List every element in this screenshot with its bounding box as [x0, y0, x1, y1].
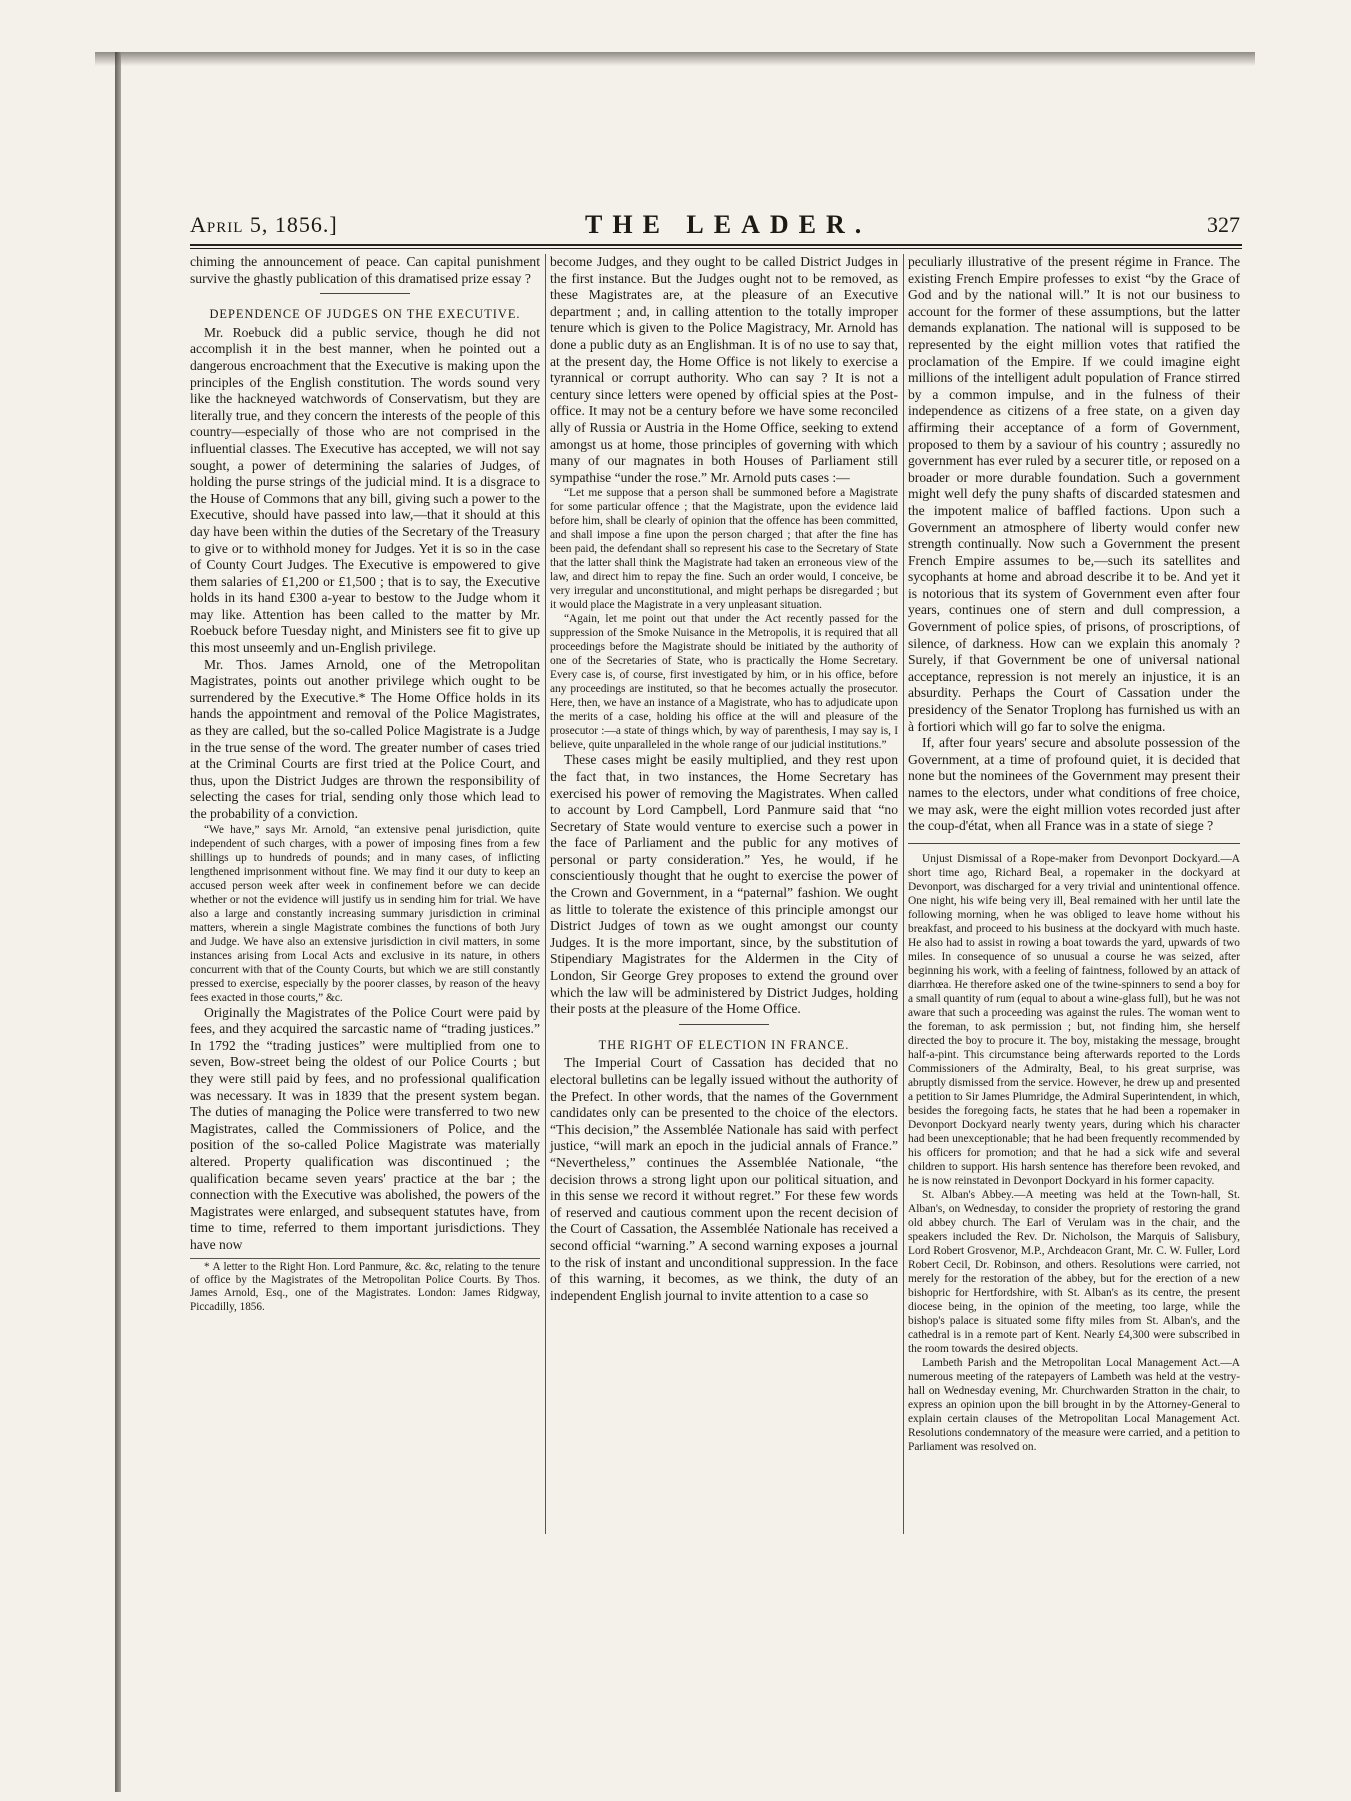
paragraph: become Judges, and they ought to be called District Judges in the first instance. But the Judges ought not to be removed, as these Magistrates are, at the pleasure of an Executive department ; and, in calling attention to the totally improper tenure which is given to the Police Magistracy, Mr. Arnold has done a public duty as an Englishman. It is of no use to say that, at the present day, the Home Office is not likely to exercise a tyrannical or corrupt authority. Who can say ? It is not a century since letters were opened by official spies at the Post-office. It may not be a century before we have some reconciled ally of Russia or Austria in the Home Office, seeking to extend amongst us at home, those principles of governing with which many of our magnates in both Houses of Parliament still sympathise “under the rose.” Mr. Arnold puts cases :— [550, 254, 898, 485]
intro-paragraph: chiming the announcement of peace. Can capital punishment survive the ghastly publication of this dramatised prize essay ? [190, 254, 540, 286]
article-heading: THE RIGHT OF ELECTION IN FRANCE. [598, 1037, 850, 1052]
column-divider [545, 254, 546, 1534]
block-quote: “Let me suppose that a person shall be summoned before a Magistrate for some particular offence ; that the Magistrate, upon the evidence laid before him, shall be clearly of opinion that the offence has been committed, and shall impose a fine upon the person charged ; that after the fine has been paid, the defendant shall so represent his case to the Secretary of State that the latter shall think the Magistrate had taken an erroneous view of the law, and direct him to repay the fine. Such an order would, I conceive, be very irregular and unconstitutional, and might perhaps be disregarded ; but it would place the Magistrate in a very unpleasant situation. [550, 487, 898, 612]
section-separator [679, 1024, 769, 1025]
paragraph: Originally the Magistrates of the Police Court were paid by fees, and they acquired the sarcastic name of “trading justices.” In 1792 the “trading justices” were multiplied from one to seven, Bow-street being the oldest of our Police Courts ; but they were still paid by fees, and no professional qualification was necessary. It was in 1839 that the present system began. The duties of managing the Police were transferred to two new Magistrates, called the Commissioners of Police, and the position of the so-called Police Magistrate was materially altered. Property qualification was discontinued ; the qualification became seven years' practice at the bar ; the connection with the Executive was abolished, the powers of the Magistrates were enlarged, and subsequent statutes have, from time to time, referred to them important jurisdictions. They have now [190, 1004, 540, 1252]
column-1 [190, 254, 540, 1314]
paragraph: Mr. Roebuck did a public service, though he did not accomplish it in the best manner, when he pointed out a dangerous encroachment that the Executive is making upon the principles of the English constitution. The words sound very like the hackneyed watchwords of Conservatism, but they are literally true, and they concern the interests of the people of this country—especially of those who are not comprised in the influential classes. The Executive has accepted, we will not say sought, a power of determining the salaries of Judges, of holding the purse strings of the judicial mind. It is a disgrace to the House of Commons that any bill, giving such a power to the Executive, should have passed into law,—that it should at this day have been within the duties of the Secretary of the Treasury to give or to withhold money for Judges. Yet it is so in the case of County Court Judges. The Executive is empowered to give them salaries of £1,200 or £1,500 ; that is to say, the Executive holds in its hand £300 a-year to bestow to the Judge whom it may like. Attention has been called to the matter by Mr. Roebuck before Tuesday night, and Ministers see fit to give up this most unseemly and un-English privilege. [190, 324, 540, 656]
column-3 [908, 254, 1240, 1454]
header-rule [190, 244, 1242, 249]
page-header [190, 212, 1240, 240]
section-separator [908, 843, 1240, 844]
paragraph: The Imperial Court of Cassation has decided that no electoral bulletins can be legally issued without the authority of the Prefect. In other words, that the names of the Government candidates only can be presented to the choice of the electors. “This decision,” the Assemblée Nationale has said with perfect justice, “will mark an epoch in the judicial annals of France.” “Nevertheless,” continues the Assemblée Nationale, “the decision throws a strong light upon our political situation, and in this sense we record it without regret.” For these few words of reserved and cautious comment upon the recent decision of the Court of Cassation, the Assemblée Nationale has received a second official “warning.” A second warning exposes a journal to the risk of instant and unconditional suppression. In the face of this warning, it becomes, as we think, the duty of an independent English journal to invite attention to a case so [550, 1055, 898, 1303]
issue-date: April 5, 1856.] [190, 212, 338, 237]
scan-edge-left [115, 52, 121, 1792]
footnote: * A letter to the Right Hon. Lord Panmure, &c. &c, relating to the tenure of office by the Magistrates of the Metropolitan Police Courts. By Thos. James Arnold, Esq., one of the Magistrates. London: James Ridgway, Piccadilly, 1856. [190, 1258, 540, 1315]
column-divider [903, 254, 904, 1534]
section-separator [320, 293, 410, 294]
paragraph: Mr. Thos. James Arnold, one of the Metropolitan Magistrates, points out another privilege which ought to be surrendered by the Executive.* The Home Office holds in its hands the appointment and removal of the Police Magistrates, as they are called, but the so-called Police Magistrate is a Judge in the true sense of the word. The greater number of cases tried at the Criminal Courts are first tried at the Police Court, and thus, upon the District Judges are thrown the responsibility of selecting the cases for trial, sending only those which lead to the probability of a conviction. [190, 656, 540, 821]
paragraph: If, after four years' secure and absolute possession of the Government, at a time of profound quiet, it is decided that none but the nominees of the Government may present their names to the electors, under what conditions of free choice, we may ask, were the eight million votes recorded just after the coup-d'état, when all France was in a state of siege ? [908, 735, 1240, 834]
news-item: Lambeth Parish and the Metropolitan Local Management Act.—A numerous meeting of the ratepayers of Lambeth was held at the vestry-hall on Wednesday evening, Mr. Churchwarden Stratton in the chair, to express an opinion upon the bill brought in by the Attorney-General to explain certain clauses of the Metropolitan Local Management Act. Resolutions condemnatory of the measure were carried, and a petition to Parliament was resolved on. [908, 1356, 1240, 1453]
news-item: Unjust Dismissal of a Rope-maker from Devonport Dockyard.—A short time ago, Richard Beal, a ropemaker in the dockyard at Devonport, was discharged for a very trivial and unintentional offence. One night, his wife being very ill, Beal remained with her until late the following morning, when he was obliged to leave home without his breakfast, and proceed to his business at the dockyard with much haste. He also had to assist in rowing a boat towards the yard, upwards of two miles. In consequence of so unusual a course he was seized, after beginning his work, with a feeling of faintness, followed by an attack of diarrhœa. He therefore asked one of the twine-spinners to send a boy for a small quantity of rum (equal to about a wine-glass full), but he was not aware that such a proceeding was against the rules. The woman went to the foreman, to ask permission ; but, not finding him, she herself directed the boy to procure it. The boy, mistaking the message, brought half-a-pint. This circumstance being afterwards reported to the Lords Commissioners of the Admiralty, Beal, to his great surprise, was abruptly dismissed from the service. However, he drew up and presented a petition to Sir James Plumridge, the Admiral Superintendent, in which, besides the foregoing facts, he states that he had been a ropemaker in Devonport Dockyard nearly twenty years, during which his character had been unexceptionable; that he had been frequently recommended by his officers for promotion; and that he had a sick wife and several children to support. His harsh sentence has therefore been revoked, and he is now reinstated in Devonport Dockyard in his former capacity. [908, 852, 1240, 1187]
paragraph: These cases might be easily multiplied, and they rest upon the fact that, in two instances, the Home Secretary has exercised his power of removing the Magistrates. When called to account by Lord Campbell, Lord Panmure said that “no Secretary of State would venture to exercise such a power in the face of Parliament and the public for any motives of personal or party consideration.” Yes, he would, if he conscientiously thought that he ought to exercise the power of the Crown and Government, in a “paternal” fashion. We ought as little to tolerate the existence of this principle amongst our District Judges of town as we ought amongst our county Judges. It is the more important, since, by the substitution of Stipendiary Magistrates for the Aldermen in the City of London, Sir George Grey proposes to extend the ground over which the law will be administered by District Judges, holding their posts at the pleasure of the Home Office. [550, 752, 898, 1017]
scan-edge-top [95, 52, 1255, 66]
paragraph: peculiarly illustrative of the present régime in France. The existing French Empire professes to exist “by the Grace of God and by the national will.” It is not our business to account for the former of these assumptions, but the latter demands explanation. The national will is supposed to be represented by the eight million votes that ratified the proclamation of the Empire. If we could imagine eight millions of the intelligent adult population of France stirred by a common impulse, and in the fulness of their independence as citizens of a free state, on a given day affirming their acceptance of a form of Government, proposed to them by a saviour of his country ; assuredly no government has ever ruled by a securer title, or reposed on a broader or more durable foundation. Such a government might well defy the puny shafts of discarded statesmen and the impotent malice of baffled factions. Upon such a Government an atmosphere of liberty would confer new strength continually. Now such a Government the present French Empire assumes to be,—such its satellites and sycophants at home and abroad describe it to be. And yet it is notorious that its system of Government even after four years, continues one of stern and dull compression, a Government of police spies, of prisons, of proscriptions, of silence, of darkness. How can we explain this anomaly ? Surely, if that Government be one of universal national acceptance, repression is not merely an injustice, it is an absurdity. Perhaps the Court of Cassation under the presidency of the Senator Troplong has furnished us with an à fortiori which will go far to solve the enigma. [908, 254, 1240, 734]
article-heading: DEPENDENCE OF JUDGES ON THE EXECUTIVE. [209, 307, 521, 322]
newspaper-title: THE LEADER. [585, 210, 872, 239]
page-number: 327 [1207, 212, 1240, 237]
block-quote: “We have,” says Mr. Arnold, “an extensive penal jurisdiction, quite independent of such charges, with a power of imposing fines from a few shillings up to hundreds of pounds; and in many cases, of inflicting lengthened imprisonment without fine. We may find it our duty to keep an accused person week after week in confinement before we can decide whether or not the evidence will justify us in sending him for trial. We have also a large and constantly increasing summary jurisdiction in criminal matters, wherein a single Magistrate combines the functions of both Jury and Judge. We have also an extensive jurisdiction in civil matters, in some instances arising from Local Acts and exclusive in its nature, in others concurrent with that of the County Courts, but which we are still constantly pressed to exercise, especially by the poorer classes, by reason of the heavy fees exacted in those courts,” &c. [190, 823, 540, 1004]
block-quote: “Again, let me point out that under the Act recently passed for the suppression of the Smoke Nuisance in the Metropolis, it is required that all proceedings before the Magistrate should be initiated by the authority of one of the Secretaries of State, who is practically the Home Secretary. Every case is, of course, first investigated by him, or in his office, before any proceedings are instituted, so that he becomes actually the prosecutor. Here, then, we have an instance of a Magistrate, who has to adjudicate upon the merits of a case, holding his office at the will and pleasure of the prosecutor :—a state of things which, by way of parenthesis, I may say is, I believe, quite unparalleled in the whole range of our judicial institutions.” [550, 613, 898, 752]
news-item: St. Alban's Abbey.—A meeting was held at the Town-hall, St. Alban's, on Wednesday, to consider the propriety of restoring the grand old abbey church. The Earl of Verulam was in the chair, and the speakers included the Rev. Dr. Nicholson, the Marquis of Salisbury, Lord Robert Grosvenor, M.P., Archdeacon Grant, Mr. C. W. Fuller, Lord Robert Cecil, Dr. Robinson, and others. Resolutions were carried, not merely for the restoration of the abbey, but for the erection of a new bishopric for Hertfordshire, with St. Alban's as its centre, the present diocese being, in the opinion of the meeting, too large, while the bishop's palace is situated some fifty miles from St. Alban's, and the cathedral is in a remote part of Kent. Nearly £4,300 were subscribed in the room towards the desired objects. [908, 1188, 1240, 1355]
column-2 [550, 254, 898, 1304]
